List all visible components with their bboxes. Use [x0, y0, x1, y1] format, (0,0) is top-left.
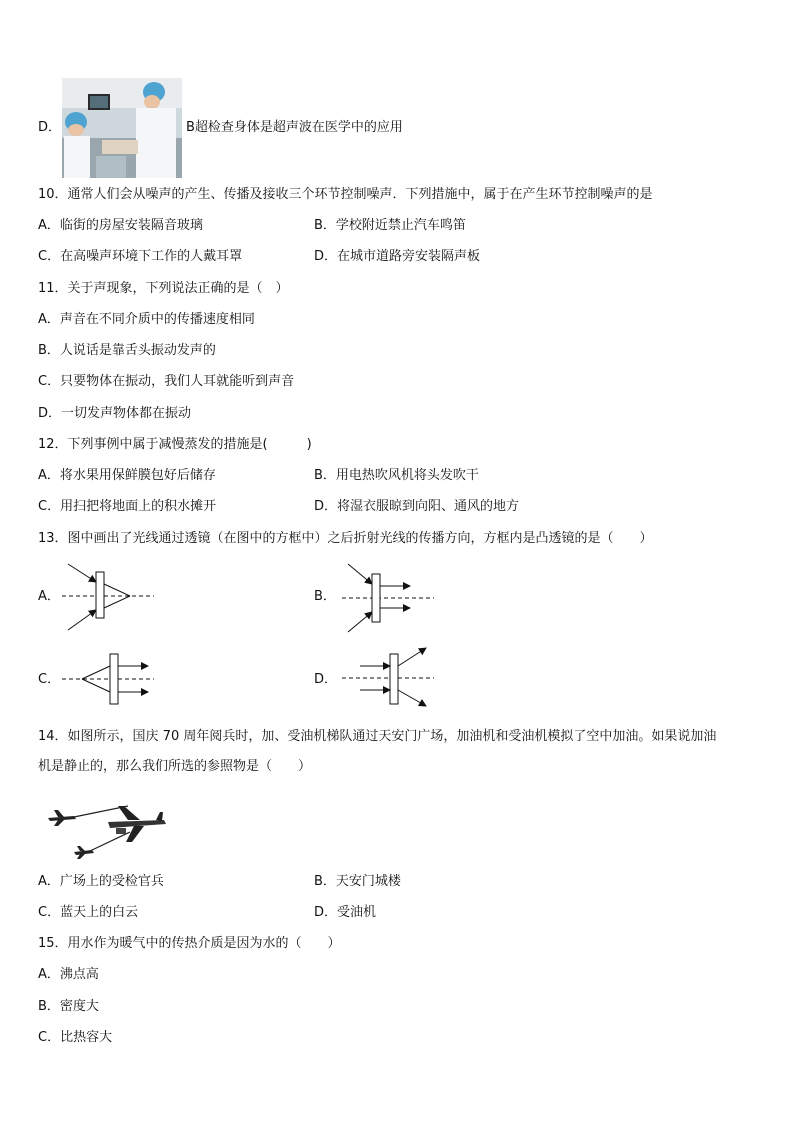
q10-option-d: D．在城市道路旁安装隔声板 [314, 249, 481, 264]
q13-option-d-label: D． [314, 672, 338, 687]
q12-option-a: A．将水果用保鲜膜包好后储存 [38, 468, 216, 483]
q14-stem-line-2: 机是静止的，那么我们所选的参照物是（ ） [38, 759, 312, 774]
q9-option-d-label: D． [38, 120, 62, 135]
lens-diagram-b [338, 560, 438, 634]
q10-option-b: B．学校附近禁止汽车鸣笛 [314, 218, 466, 233]
q15-stem: 15．用水作为暖气中的传热介质是因为水的（ ） [38, 936, 341, 951]
q13-option-c-label: C． [38, 672, 61, 687]
aerial-refueling-image [44, 798, 168, 864]
q11-option-c: C．只要物体在振动，我们人耳就能听到声音 [38, 374, 295, 389]
q10-stem: 10．通常人们会从噪声的产生、传播及接收三个环节控制噪声．下列措施中，属于在产生环节控制噪声的是 [38, 187, 653, 202]
lens-diagram-d [338, 644, 438, 710]
q15-option-c: C．比热容大 [38, 1030, 113, 1045]
q14-option-a: A．广场上的受检官兵 [38, 874, 164, 889]
q11-option-d: D．一切发声物体都在振动 [38, 406, 192, 421]
q12-option-d: D．将湿衣服晾到向阳、通风的地方 [314, 499, 520, 514]
lens-diagram-a [58, 560, 158, 634]
q14-option-c: C．蓝天上的白云 [38, 905, 139, 920]
q14-option-b: B．天安门城楼 [314, 874, 401, 889]
q12-option-b: B．用电热吹风机将头发吹干 [314, 468, 479, 483]
q12-option-c: C．用扫把将地面上的积水摊开 [38, 499, 217, 514]
q11-option-b: B．人说话是靠舌头振动发声的 [38, 343, 216, 358]
q11-stem: 11．关于声现象，下列说法正确的是（ ） [38, 281, 289, 296]
lens-diagram-c [58, 646, 158, 710]
q15-option-a: A．沸点高 [38, 967, 99, 982]
ultrasound-exam-photo [62, 78, 182, 178]
q10-option-c: C．在高噪声环境下工作的人戴耳罩 [38, 249, 243, 264]
q14-option-d: D．受油机 [314, 905, 377, 920]
q13-option-b-label: B． [314, 589, 336, 604]
q15-option-b: B．密度大 [38, 999, 99, 1014]
q14-stem-line-1: 14．如图所示，国庆 70 周年阅兵时，加、受油机梯队通过天安门广场，加油机和受油机模拟了空中加油。如果说加油 [38, 729, 717, 744]
q13-option-a-label: A． [38, 589, 60, 604]
q13-stem: 13．图中画出了光线通过透镜（在图中的方框中）之后折射光线的传播方向，方框内是凸透镜的是（ ） [38, 531, 653, 546]
q9-option-d-text: B超检查身体是超声波在医学中的应用 [186, 120, 403, 135]
q11-option-a: A．声音在不同介质中的传播速度相同 [38, 312, 255, 327]
q10-option-a: A．临街的房屋安装隔音玻璃 [38, 218, 203, 233]
q12-stem: 12．下列事例中属于减慢蒸发的措施是( ) [38, 437, 312, 452]
